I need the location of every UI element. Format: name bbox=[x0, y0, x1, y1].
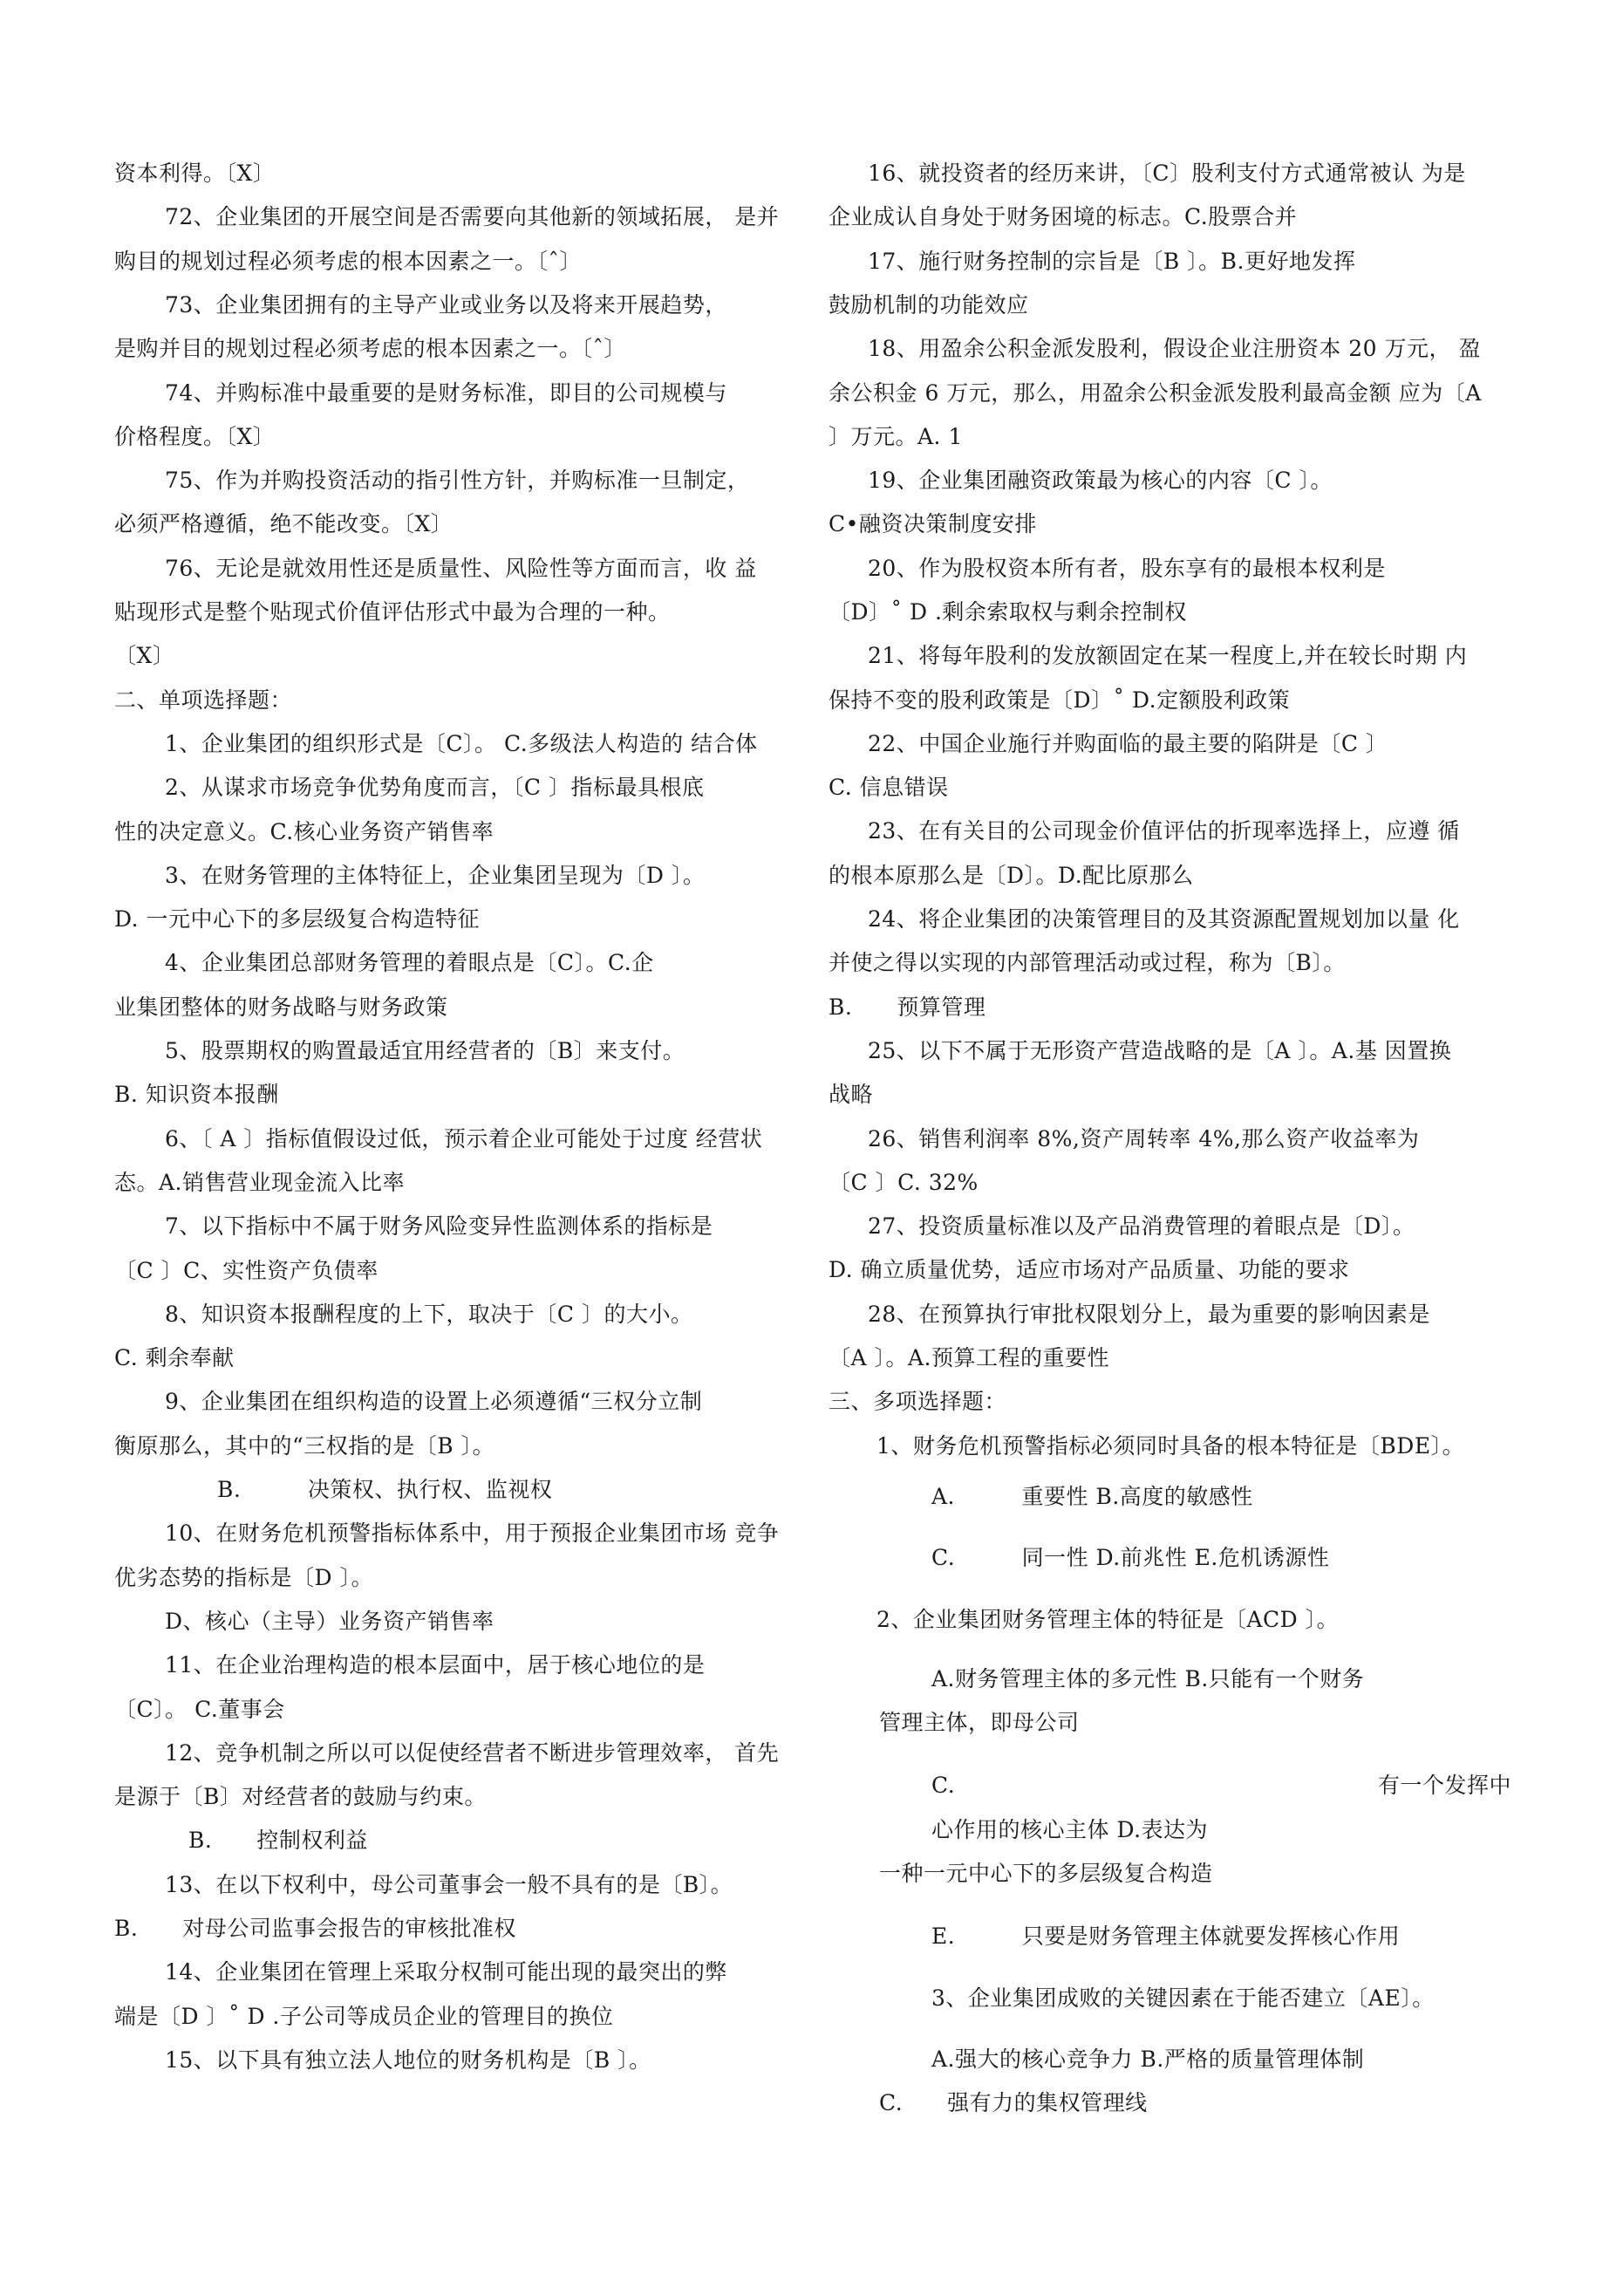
text-line: 〕万元。A. 1 bbox=[829, 424, 963, 449]
text-line: E. 只要是财务管理主体就要发挥核心作用 bbox=[931, 1924, 1401, 1949]
text-line: 17、施行财务控制的宗旨是〔B 〕。B.更好地发挥 bbox=[868, 249, 1356, 274]
text-line: 价格程度。〔X〕 bbox=[114, 424, 276, 449]
text-line: A. 重要性 B.高度的敏感性 bbox=[931, 1484, 1253, 1509]
text-line: 15、以下具有独立法人地位的财务机构是〔B 〕。 bbox=[165, 2047, 651, 2073]
text-line: C. 信息错误 bbox=[829, 775, 949, 800]
text-line: 端是〔D 〕˚ D .子公司等成员企业的管理目的换位 bbox=[114, 2004, 614, 2029]
text-line: B. 知识资本报酬 bbox=[114, 1082, 279, 1107]
text-line: 性的决定意义。C.核心业务资产销售率 bbox=[114, 819, 494, 844]
text-line: 〔C 〕C. 32% bbox=[829, 1170, 979, 1195]
text-line: 4、企业集团总部财务管理的着眼点是〔C〕。C.企 bbox=[165, 950, 654, 975]
text-line: 企业成认自身处于财务困境的标志。C.股票合并 bbox=[829, 204, 1298, 229]
text-line: A.财务管理主体的多元性 B.只能有一个财务 bbox=[931, 1666, 1365, 1691]
text-line: 23、在有关目的公司现金价值评估的折现率选择上，应遵 循 bbox=[868, 818, 1460, 844]
text-line: 态。A.销售营业现金流入比率 bbox=[114, 1170, 406, 1195]
text-line: 心作用的核心主体 D.表达为 bbox=[931, 1817, 1209, 1842]
text-line: 5、股票期权的购置最适宜用经营者的〔B〕来支付。 bbox=[165, 1038, 685, 1063]
text-line: 8、知识资本报酬程度的上下，取决于〔C 〕的大小。 bbox=[165, 1302, 693, 1327]
text-line: 10、在财务危机预警指标体系中，用于预报企业集团市场 竞争 bbox=[165, 1520, 780, 1546]
text-line: 〔A 〕。A.预算工程的重要性 bbox=[829, 1345, 1110, 1370]
text-line: C. 强有力的集权管理线 bbox=[879, 2090, 1148, 2115]
text-line: 3、企业集团成败的关键因素在于能否建立〔AE〕。 bbox=[931, 1985, 1435, 2011]
text-line: B. 决策权、执行权、监视权 bbox=[217, 1477, 553, 1502]
text-line: 业集团整体的财务战略与财务政策 bbox=[114, 994, 448, 1020]
text-line: 贴现形式是整个贴现式价值评估形式中最为合理的一种。 bbox=[114, 599, 671, 625]
text-line: 21、将每年股利的发放额固定在某一程度上,并在较长时期 内 bbox=[868, 643, 1468, 668]
text-line: 一种一元中心下的多层级复合构造 bbox=[879, 1861, 1213, 1886]
text-line: 战略 bbox=[829, 1082, 874, 1107]
text-line: 18、用盈余公积金派发股利，假设企业注册资本 20 万元， 盈 bbox=[868, 336, 1481, 361]
text-line: 19、企业集团融资政策最为核心的内容〔C 〕。 bbox=[868, 468, 1333, 493]
text-line: 11、在企业治理构造的根本层面中，居于核心地位的是 bbox=[165, 1652, 706, 1678]
text-line: 27、投资质量标准以及产品消费管理的着眼点是〔D〕。 bbox=[868, 1213, 1415, 1239]
text-line: 2、企业集团财务管理主体的特征是〔ACD 〕。 bbox=[876, 1607, 1340, 1632]
text-line: 必须严格遵循，绝不能改变。〔X〕 bbox=[114, 511, 453, 536]
text-line: 保持不变的股利政策是〔D〕˚ D.定额股利政策 bbox=[829, 687, 1291, 713]
text-line: 并使之得以实现的内部管理活动或过程，称为〔B〕。 bbox=[829, 950, 1346, 975]
text-line: 是购并目的规划过程必须考虑的根本因素之一。〔ˆ〕 bbox=[114, 336, 627, 361]
text-line: 衡原那么，其中的“三权指的是〔B 〕。 bbox=[114, 1433, 495, 1459]
text-line: 1、企业集团的组织形式是〔C〕。 C.多级法人构造的 结合体 bbox=[165, 731, 758, 756]
text-line: 25、以下不属于无形资产营造战略的是〔A 〕。A.基 因置换 bbox=[868, 1038, 1452, 1063]
text-line: 优劣态势的指标是〔D 〕。 bbox=[114, 1565, 373, 1590]
text-line: 6、〔 A 〕指标值假设过低，预示着企业可能处于过度 经营状 bbox=[165, 1126, 763, 1151]
text-line: 28、在预算执行审批权限划分上，最为重要的影响因素是 bbox=[868, 1302, 1430, 1327]
text-line: 购目的规划过程必须考虑的根本因素之一。〔ˆ〕 bbox=[114, 249, 583, 274]
text-line: 〔X〕 bbox=[114, 643, 175, 668]
text-line: 管理主体，即母公司 bbox=[879, 1710, 1080, 1735]
text-line: 2、从谋求市场竞争优势角度而言，〔C 〕指标最具根底 bbox=[165, 775, 705, 800]
text-line: 74、并购标准中最重要的是财务标准，即目的公司规模与 bbox=[165, 380, 727, 406]
text-line: 二、单项选择题： bbox=[114, 687, 293, 713]
text-line: 16、就投资者的经历来讲，〔C〕股利支付方式通常被认 为是 bbox=[868, 161, 1466, 186]
text-line: A.强大的核心竞争力 B.严格的质量管理体制 bbox=[931, 2047, 1365, 2072]
text-line: 9、企业集团在组织构造的设置上必须遵循“三权分立制 bbox=[165, 1389, 703, 1414]
text-line: 7、以下指标中不属于财务风险变异性监测体系的指标是 bbox=[165, 1213, 713, 1239]
text-line: 75、作为并购投资活动的指引性方针，并购标准一旦制定， bbox=[165, 468, 750, 493]
text-line: D、核心（主导）业务资产销售率 bbox=[165, 1609, 494, 1634]
text-line: 的根本原那么是〔D〕。D.配比原那么 bbox=[829, 863, 1194, 888]
text-line: 20、作为股权资本所有者，股东享有的最根本权利是 bbox=[868, 556, 1386, 581]
text-line: 资本利得。〔X〕 bbox=[114, 161, 276, 186]
text-line: C•融资决策制度安排 bbox=[829, 511, 1037, 536]
text-line: 有一个发挥中 bbox=[1378, 1773, 1512, 1798]
text-line: 76、无论是就效用性还是质量性、风险性等方面而言，收 益 bbox=[165, 556, 757, 581]
text-line: 13、在以下权利中，母公司董事会一般不具有的是〔B〕。 bbox=[165, 1872, 733, 1897]
text-line: 1、财务危机预警指标必须同时具备的根本特征是〔BDE〕。 bbox=[876, 1433, 1465, 1459]
text-line: 是源于〔B〕对经营者的鼓励与约束。 bbox=[114, 1784, 487, 1809]
text-line: 余公积金 6 万元，那么，用盈余公积金派发股利最高金额 应为〔A bbox=[829, 380, 1482, 406]
text-line: B. 预算管理 bbox=[829, 994, 986, 1020]
text-line: B. 控制权利益 bbox=[188, 1828, 368, 1853]
text-line: 22、中国企业施行并购面临的最主要的陷阱是〔C 〕 bbox=[868, 731, 1388, 756]
text-line: C. 同一性 D.前兆性 E.危机诱源性 bbox=[931, 1545, 1330, 1570]
text-line: 12、竞争机制之所以可以促使经营者不断进步管理效率， 首先 bbox=[165, 1740, 780, 1766]
text-line: B. 对母公司监事会报告的审核批准权 bbox=[114, 1916, 516, 1941]
text-line: 26、销售利润率 8%,资产周转率 4%,那么资产收益率为 bbox=[868, 1126, 1420, 1151]
text-line: 〔C 〕C、实性资产负债率 bbox=[114, 1258, 378, 1283]
text-line: 24、将企业集团的决策管理目的及其资源配置规划加以量 化 bbox=[868, 906, 1460, 932]
text-line: C. 剩余奉献 bbox=[114, 1345, 235, 1370]
text-line: 14、企业集团在管理上采取分权制可能出现的最突出的弊 bbox=[165, 1959, 727, 1985]
text-line: 73、企业集团拥有的主导产业或业务以及将来开展趋势， bbox=[165, 292, 727, 318]
text-line: D. 一元中心下的多层级复合构造特征 bbox=[114, 906, 481, 932]
text-line: 72、企业集团的开展空间是否需要向其他新的领域拓展， 是并 bbox=[165, 204, 780, 229]
text-line: 三、多项选择题： bbox=[829, 1389, 1007, 1414]
text-line: 〔D〕˚ D .剩余索取权与剩余控制权 bbox=[829, 599, 1187, 625]
text-line: D. 确立质量优势，适应市场对产品质量、功能的要求 bbox=[829, 1257, 1350, 1282]
text-line: C. bbox=[931, 1773, 956, 1798]
text-line: 鼓励机制的功能效应 bbox=[829, 292, 1029, 318]
text-line: 3、在财务管理的主体特征上，企业集团呈现为〔D 〕。 bbox=[165, 863, 706, 888]
text-line: 〔C〕。 C.董事会 bbox=[114, 1697, 285, 1722]
